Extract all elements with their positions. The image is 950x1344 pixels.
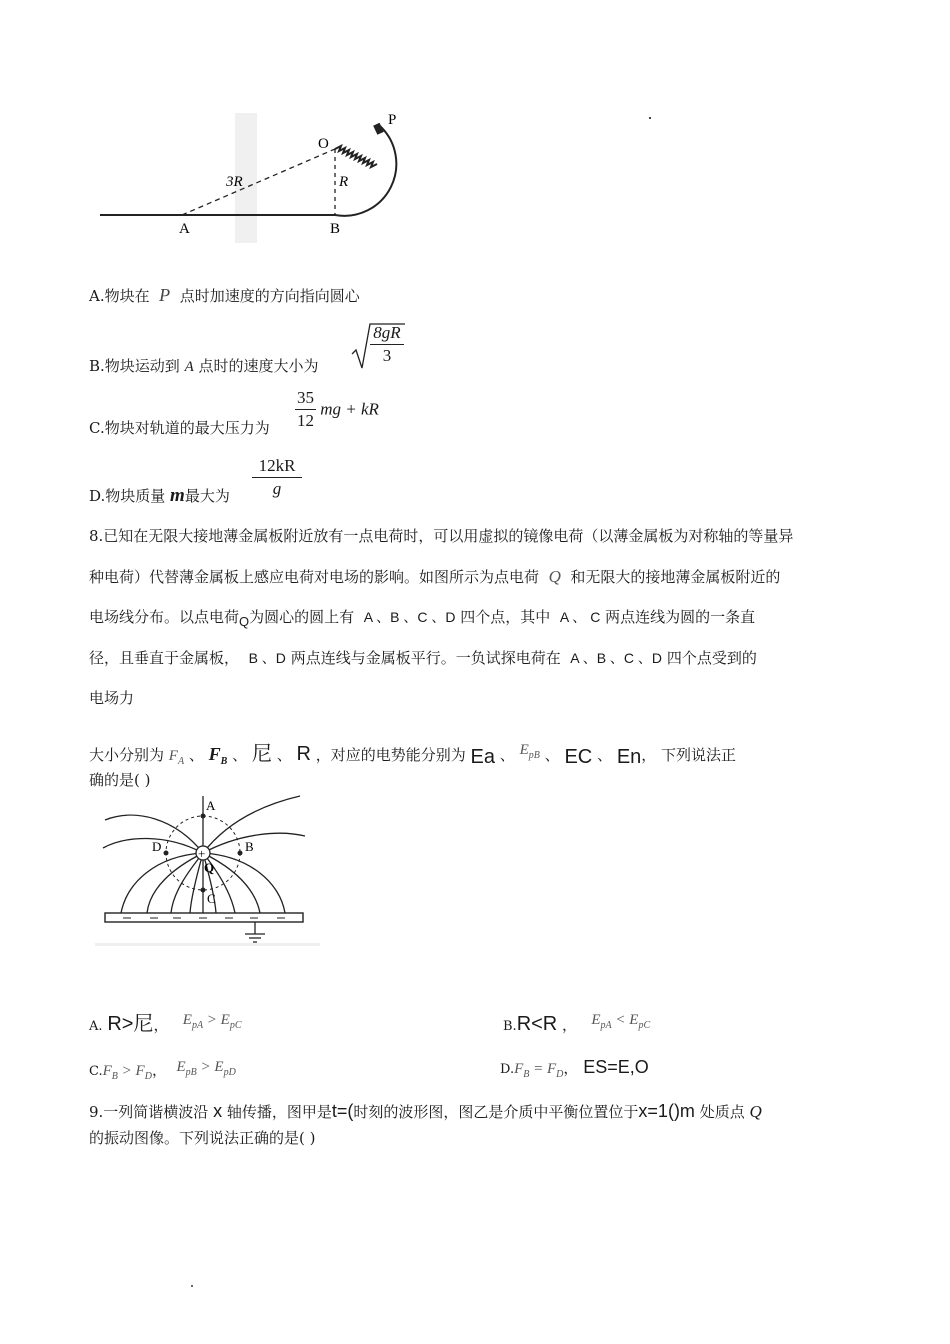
svg-text:+: + — [198, 846, 206, 861]
q8-line-4: 径，且垂直于金属板， B 、D 两点连线与金属板平行。一负试探电荷在 A 、B 、C 、D 四个点受到的 — [89, 649, 757, 667]
block-p — [373, 123, 384, 135]
dashed-3r-line — [182, 149, 335, 215]
speck-bottom — [191, 1285, 193, 1287]
field-line-diagram — [95, 788, 320, 953]
ground-symbol — [245, 922, 265, 942]
q7-b-fraction: 8gR 3 — [370, 322, 404, 367]
q9-line-1: 9.一列简谐横波沿 x 轴传播，图甲是t=(时刻的波形图，图乙是介质中平衡位置位于x=1()m 处质点 Q — [89, 1101, 762, 1121]
q8-option-b: B.R<R ， $E_{pA} < E_{pC}$ — [503, 1012, 651, 1035]
q8-line-5: 电场力 — [89, 689, 135, 707]
q8-line-1: 8.已知在无限大接地薄金属板附近放有一点电荷时，可以用虚拟的镜像电荷（以薄金属板为对称轴的等量异 — [89, 527, 794, 545]
q8-option-d: $D.F_B = F_D$， ES=E,O — [500, 1057, 649, 1080]
label-o: O — [318, 136, 329, 152]
q8-line-2: 种电荷）代替薄金属板上感应电荷对电场的影响。如图所示为点电荷 Q 和无限大的接地薄金属板附近的 — [89, 567, 781, 586]
fig-label-b: B — [245, 839, 254, 854]
label-a: A — [179, 221, 190, 237]
q7-d-fraction: 12kR g — [252, 455, 302, 500]
q8-option-a: A. R>尼， $E_{pA} > E_{pC}$ — [89, 1012, 242, 1035]
q8-line-3: 电场线分布。以点电荷Q为圆心的圆上有 A 、B 、C 、D 四个点，其中 A 、 C 两点连线为圆的一条直 — [89, 608, 756, 629]
q9-line-2: 的振动图像。下列说法正确的是( ) — [89, 1129, 316, 1147]
q7-c-expression: $\frac{35}{12}$ mg + kR — [297, 388, 379, 430]
track-diagram — [95, 108, 415, 248]
q7-option-c: C.物块对轨道的最大压力为 — [89, 419, 270, 437]
q7-option-a: A.物块在 P 点时加速度的方向指向圆心 — [89, 285, 360, 305]
fig-label-c: C — [207, 891, 216, 906]
q8-option-c: $C.F_B > F_D$， $E_{pB} > E_{pD}$ — [89, 1059, 236, 1082]
circular-track — [335, 126, 396, 216]
fig-label-d: D — [152, 839, 162, 854]
q8-line-7: 确的是( ) — [89, 771, 151, 789]
label-p: P — [388, 112, 397, 128]
label-b: B — [330, 221, 341, 237]
q7-option-d: D.物块质量 m最大为 — [89, 485, 230, 506]
fig-label-q: Q — [204, 860, 215, 875]
label-3r: 3R — [226, 174, 243, 190]
speck — [649, 117, 651, 119]
fig-label-a: A — [206, 798, 216, 813]
label-r: R — [339, 174, 349, 190]
q8-line-6: 大小分别为 $F_A$ 、 $F_B$ 、 尼 、 R ，对应的电势能分别为 Ea 、 $E_{pB}$ 、 EC 、 En， 下列说法正 — [89, 741, 737, 768]
q7-option-b: B.物块运动到 A 点时的速度大小为 — [89, 357, 319, 375]
spring — [335, 146, 377, 167]
